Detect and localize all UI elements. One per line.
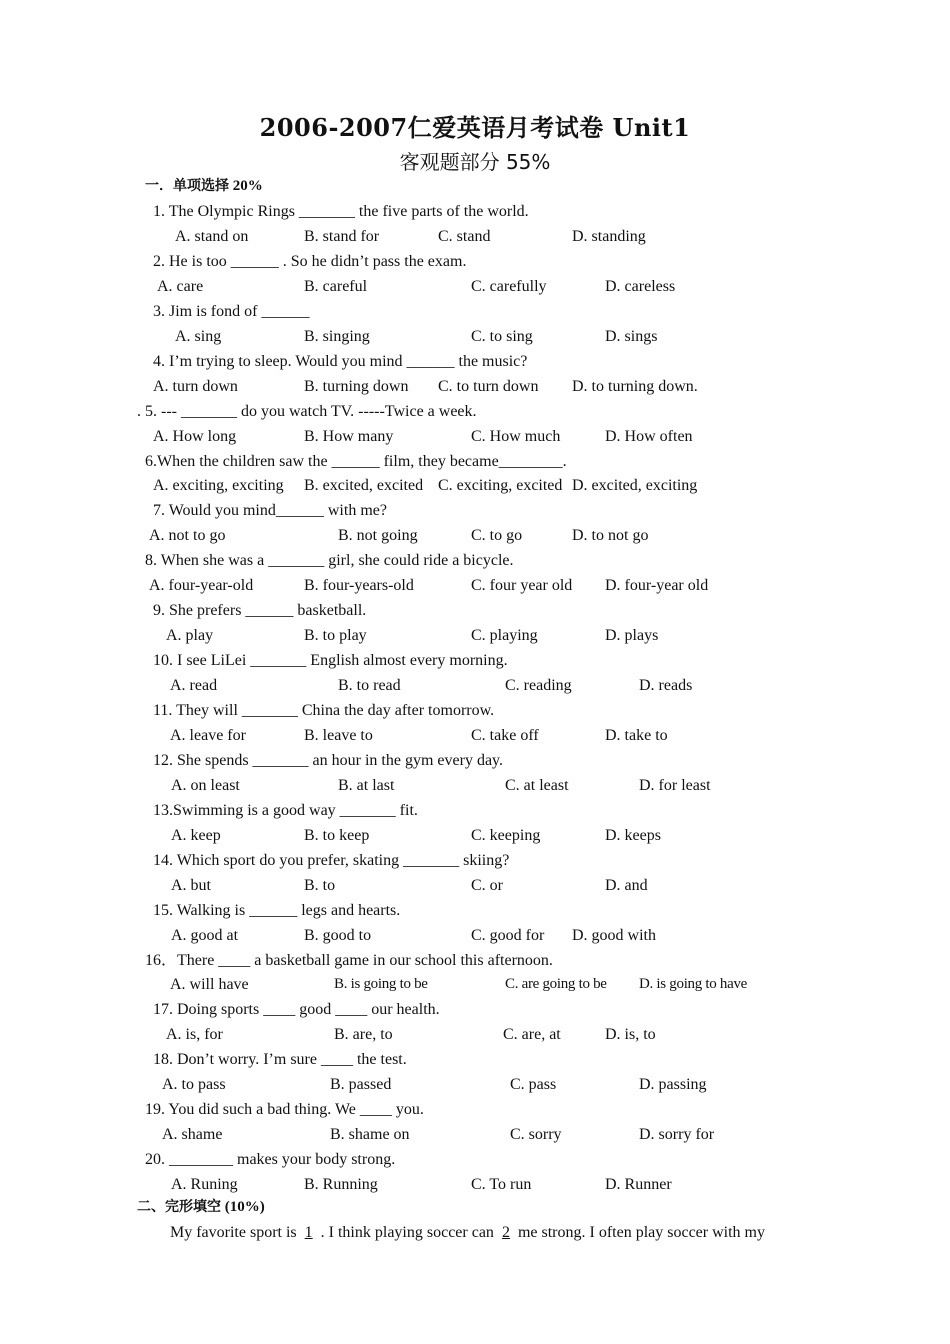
answer-option[interactable]: A. sing <box>175 328 222 345</box>
answer-option[interactable]: D. reads <box>639 677 693 694</box>
answer-option[interactable]: B. to keep <box>304 827 370 844</box>
question-stem: 12. She spends _______ an hour in the gym every day. <box>153 752 504 769</box>
answer-option[interactable]: A. but <box>171 877 211 894</box>
page-subtitle: 客观题部分 55% <box>399 150 551 174</box>
answer-option[interactable]: C. carefully <box>471 278 547 295</box>
answer-option[interactable]: D. to turning down. <box>572 378 698 395</box>
answer-option[interactable]: B. careful <box>304 278 368 295</box>
answer-option[interactable]: C. to go <box>471 527 523 544</box>
answer-option[interactable]: C. sorry <box>510 1126 562 1143</box>
answer-option[interactable]: A. turn down <box>153 378 238 395</box>
answer-option[interactable]: D. for least <box>639 777 711 794</box>
cloze-passage-line <box>170 1220 765 1245</box>
answer-option[interactable]: C. stand <box>438 228 491 245</box>
cloze-text: me strong. I often play soccer with my <box>513 1224 765 1241</box>
question-stem: 11. They will _______ China the day after tomorrow. <box>153 702 495 719</box>
answer-option[interactable]: C. pass <box>510 1076 557 1093</box>
question-stem: 1. The Olympic Rings _______ the five parts of the world. <box>153 203 529 220</box>
answer-option[interactable]: C. are going to be <box>505 976 607 992</box>
answer-option[interactable]: A. Runing <box>171 1176 238 1193</box>
question-stem: 20. ________ makes your body strong. <box>145 1151 396 1168</box>
answer-option[interactable]: A. on least <box>171 777 240 794</box>
answer-option[interactable]: A. keep <box>171 827 221 844</box>
answer-option[interactable]: B. to play <box>304 627 367 644</box>
section-title: 单项选择 <box>173 178 229 194</box>
answer-option[interactable]: A. stand on <box>175 228 249 245</box>
answer-option[interactable]: A. care <box>157 278 204 295</box>
answer-option[interactable]: D. keeps <box>605 827 661 844</box>
answer-option[interactable]: A. not to go <box>149 527 226 544</box>
answer-option[interactable]: B. passed <box>330 1076 392 1093</box>
answer-option[interactable]: B. stand for <box>304 228 380 245</box>
answer-option[interactable]: B. is going to be <box>334 976 428 992</box>
answer-option[interactable]: D. is going to have <box>639 976 748 992</box>
question-stem: 10. I see LiLei _______ English almost every morning. <box>153 652 508 669</box>
answer-option[interactable]: C. take off <box>471 727 539 744</box>
answer-option[interactable]: C. to sing <box>471 328 533 345</box>
answer-option[interactable]: A. play <box>166 627 214 644</box>
cloze-blank: 1 <box>304 1224 313 1241</box>
answer-option[interactable]: C. keeping <box>471 827 541 844</box>
answer-option[interactable]: D. and <box>605 877 648 894</box>
answer-option[interactable]: B. good to <box>304 927 372 944</box>
answer-option[interactable]: A. four-year-old <box>149 577 254 594</box>
answer-option[interactable]: B. Running <box>304 1176 378 1193</box>
section-heading <box>145 174 263 199</box>
answer-option[interactable]: D. How often <box>605 428 693 445</box>
answer-option[interactable]: D. good with <box>572 927 656 944</box>
page-title: 2006-2007仁爱英语月考试卷 Unit1 <box>259 113 691 142</box>
answer-option[interactable]: B. are, to <box>334 1026 393 1043</box>
answer-option[interactable]: D. is, to <box>605 1026 656 1043</box>
cloze-text: . I think playing soccer can <box>316 1224 498 1241</box>
answer-option[interactable]: C. How much <box>471 428 561 445</box>
answer-option[interactable]: C. are, at <box>503 1026 561 1043</box>
answer-option[interactable]: B. How many <box>304 428 394 445</box>
answer-option[interactable]: A. good at <box>171 927 239 944</box>
question-stem: 9. She prefers ______ basketball. <box>153 602 367 619</box>
answer-option[interactable]: A. shame <box>162 1126 223 1143</box>
answer-option[interactable]: B. shame on <box>330 1126 410 1143</box>
answer-option[interactable]: C. good for <box>471 927 545 944</box>
answer-option[interactable]: C. at least <box>505 777 569 794</box>
question-stem: 2. He is too ______ . So he didn’t pass the exam. <box>153 253 467 270</box>
cloze-blank: 2 <box>501 1224 510 1241</box>
answer-option[interactable]: B. four-years-old <box>304 577 414 594</box>
answer-option[interactable]: B. not going <box>338 527 418 544</box>
question-stem: 19. You did such a bad thing. We ____ you. <box>145 1101 424 1118</box>
answer-option[interactable]: C. four year old <box>471 577 573 594</box>
answer-option[interactable]: D. plays <box>605 627 659 644</box>
answer-option[interactable]: D. sings <box>605 328 658 345</box>
question-stem: 3. Jim is fond of ______ <box>153 303 310 320</box>
question-stem: 16．There ____ a basketball game in our school this afternoon. <box>145 952 553 969</box>
answer-option[interactable]: B. at last <box>338 777 395 794</box>
answer-option[interactable]: A. is, for <box>166 1026 223 1043</box>
answer-option[interactable]: B. leave to <box>304 727 373 744</box>
answer-option[interactable]: C. playing <box>471 627 538 644</box>
section-number: 二、 <box>137 1199 165 1215</box>
answer-option[interactable]: D. Runner <box>605 1176 672 1193</box>
question-stem: 7. Would you mind______ with me? <box>153 502 387 519</box>
answer-option[interactable]: D. take to <box>605 727 668 744</box>
answer-option[interactable]: C. or <box>471 877 503 894</box>
answer-option[interactable]: A. How long <box>153 428 237 445</box>
answer-option[interactable]: B. singing <box>304 328 370 345</box>
answer-option[interactable]: D. standing <box>572 228 646 245</box>
answer-option[interactable]: A. will have <box>170 976 249 993</box>
question-stem: 8. When she was a _______ girl, she could ride a bicycle. <box>145 552 514 569</box>
answer-option[interactable]: D. to not go <box>572 527 649 544</box>
question-stem: 14. Which sport do you prefer, skating _______ skiing? <box>153 852 510 869</box>
answer-option[interactable]: A. read <box>170 677 218 694</box>
question-stem: . 5. --- _______ do you watch TV. -----Twice a week. <box>137 403 477 420</box>
answer-option[interactable]: B. to read <box>338 677 401 694</box>
question-stem: 17. Doing sports ____ good ____ our health. <box>153 1001 440 1018</box>
answer-option[interactable]: D. passing <box>639 1076 707 1093</box>
section-heading <box>137 1195 265 1220</box>
answer-option[interactable]: A. exciting, exciting <box>153 477 284 494</box>
section-percent: (10%) <box>224 1199 265 1215</box>
section-title: 完形填空 <box>165 1199 221 1215</box>
question-stem: 18. Don’t worry. I’m sure ____ the test. <box>153 1051 407 1068</box>
answer-option[interactable]: C. to turn down <box>438 378 539 395</box>
answer-option[interactable]: A. leave for <box>170 727 246 744</box>
answer-option[interactable]: B. turning down <box>304 378 409 395</box>
section-percent: 20% <box>232 178 263 194</box>
section-number: 一． <box>145 178 173 194</box>
answer-option[interactable]: B. to <box>304 877 336 894</box>
answer-option[interactable]: A. to pass <box>162 1076 226 1093</box>
answer-option[interactable]: D. excited, exciting <box>572 477 698 494</box>
answer-option[interactable]: C. To run <box>471 1176 532 1193</box>
answer-option[interactable]: C. reading <box>505 677 572 694</box>
question-stem: 13.Swimming is a good way _______ fit. <box>153 802 418 819</box>
answer-option[interactable]: B. excited, excited <box>304 477 424 494</box>
question-stem: 6.When the children saw the ______ film, they became________. <box>145 453 567 470</box>
answer-option[interactable]: D. careless <box>605 278 676 295</box>
question-stem: 15. Walking is ______ legs and hearts. <box>153 902 401 919</box>
answer-option[interactable]: D. sorry for <box>639 1126 715 1143</box>
question-stem: 4. I’m trying to sleep. Would you mind ______ the music? <box>153 353 528 370</box>
answer-option[interactable]: C. exciting, excited <box>438 477 563 494</box>
answer-option[interactable]: D. four-year old <box>605 577 709 594</box>
cloze-text: My favorite sport is <box>170 1224 301 1241</box>
